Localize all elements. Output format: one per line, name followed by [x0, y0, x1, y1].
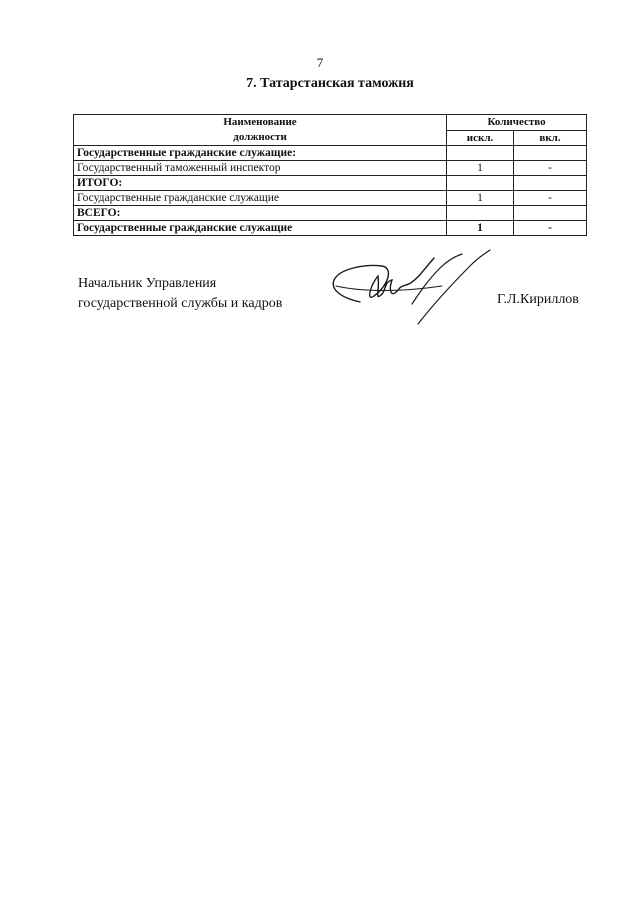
signer-position-line1: Начальник Управления — [78, 276, 217, 291]
table-row — [74, 191, 587, 206]
row-name: Государственные гражданские служащие — [74, 191, 447, 206]
row-excl — [447, 176, 514, 191]
handwritten-signature — [322, 246, 497, 328]
document-title: 7. Татарстанская таможня — [246, 76, 414, 91]
row-incl: - — [513, 161, 586, 176]
row-excl: 1 — [447, 221, 514, 236]
staff-table — [73, 114, 587, 236]
row-name: ВСЕГО: — [74, 206, 447, 221]
row-name: Государственные гражданские служащие — [74, 221, 447, 236]
page-number: 7 — [316, 55, 324, 70]
header-quantity: Количество — [447, 115, 587, 131]
row-incl — [513, 146, 586, 161]
row-excl: 1 — [447, 191, 514, 206]
header-position-name — [74, 115, 447, 146]
row-incl: - — [513, 191, 586, 206]
row-excl — [447, 146, 514, 161]
signer-name: Г.Л.Кириллов — [497, 292, 579, 307]
row-incl — [513, 206, 586, 221]
row-incl: - — [513, 221, 586, 236]
signer-position — [78, 274, 282, 314]
table-header-row — [74, 115, 587, 131]
row-incl — [513, 176, 586, 191]
table-row — [74, 206, 587, 221]
header-incl: вкл. — [513, 130, 586, 146]
row-name: Государственный таможенный инспектор — [74, 161, 447, 176]
row-excl — [447, 206, 514, 221]
table-row — [74, 161, 587, 176]
table-row — [74, 176, 587, 191]
header-excl: искл. — [447, 130, 514, 146]
row-name: ИТОГО: — [74, 176, 447, 191]
header-name-line2: должности — [233, 131, 287, 143]
row-excl: 1 — [447, 161, 514, 176]
table-row — [74, 146, 587, 161]
signer-position-line2: государственной службы и кадров — [78, 296, 283, 311]
table-total-row — [74, 221, 587, 236]
header-name-line1: Наименование — [223, 116, 297, 128]
row-name: Государственные гражданские служащие: — [74, 146, 447, 161]
